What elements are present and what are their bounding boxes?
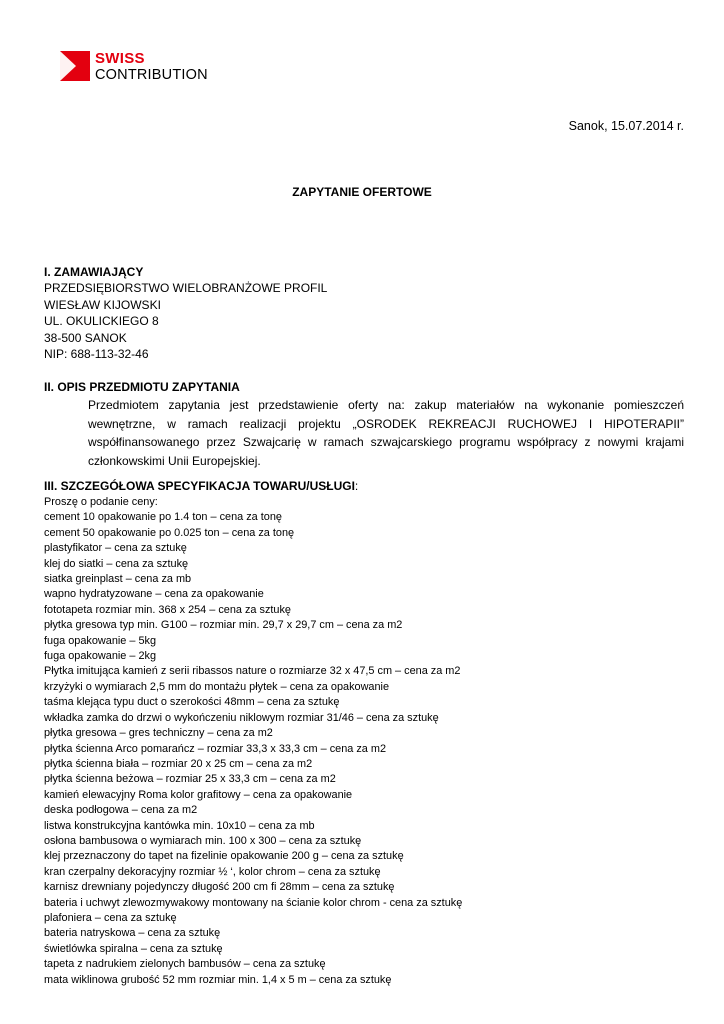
orderer-line: 38-500 SANOK xyxy=(44,330,127,345)
list-item: świetlówka spiralna – cena za sztukę xyxy=(44,942,223,955)
list-item: płytka ścienna beżowa – rozmiar 25 x 33,3 cm – cena za m2 xyxy=(44,773,336,786)
list-item: listwa konstrukcyjna kantówka min. 10x10 – cena za mb xyxy=(44,819,315,832)
specification-heading-colon: : xyxy=(354,479,359,493)
list-item: tapeta z nadrukiem zielonych bambusów – cena za sztukę xyxy=(44,958,326,971)
list-item: fuga opakowanie – 5kg xyxy=(44,634,157,647)
specification-heading-text: III. SZCZEGÓŁOWA SPECYFIKACJA TOWARU/USŁUGI xyxy=(44,479,355,493)
list-item: płytka gresowa – gres techniczny – cena za m2 xyxy=(44,727,273,740)
section-orderer-heading: I. ZAMAWIAJĄCY xyxy=(44,265,144,279)
orderer-line: WIESŁAW KIJOWSKI xyxy=(44,297,161,312)
specification-list xyxy=(44,495,684,988)
list-item: płytka ścienna biała – rozmiar 20 x 25 cm – cena za m2 xyxy=(44,757,313,770)
section-specification-heading xyxy=(44,478,684,495)
section-orderer xyxy=(44,264,327,363)
section-description xyxy=(44,379,684,470)
list-item: cement 10 opakowanie po 1.4 ton – cena za tonę xyxy=(44,511,282,524)
list-item: mata wiklinowa grubość 52 mm rozmiar min. 1,4 x 5 m – cena za sztukę xyxy=(44,973,392,986)
document-date: Sanok, 15.07.2014 r. xyxy=(568,119,684,133)
list-item: karnisz drewniany pojedynczy długość 200 cm fi 28mm – cena za sztukę xyxy=(44,881,395,894)
list-item: taśma klejąca typu duct o szerokości 48mm – cena za sztukę xyxy=(44,696,340,709)
orderer-line: PRZEDSIĘBIORSTWO WIELOBRANŻOWE PROFIL xyxy=(44,281,328,295)
list-item: siatka greinplast – cena za mb xyxy=(44,573,192,586)
list-item: fototapeta rozmiar min. 368 x 254 – cena za sztukę xyxy=(44,603,291,616)
list-item: płytka gresowa typ min. G100 – rozmiar min. 29,7 x 29,7 cm – cena za m2 xyxy=(44,619,403,632)
list-item: plafoniera – cena za sztukę xyxy=(44,911,177,924)
list-item: osłona bambusowa o wymiarach min. 100 x 300 – cena za sztukę xyxy=(44,834,362,847)
section-specification xyxy=(44,478,684,988)
list-item: kran czerpalny dekoracyjny rozmiar ½ ‘, kolor chrom – cena za sztukę xyxy=(44,865,381,878)
logo-line2: CONTRIBUTION xyxy=(95,67,208,83)
list-item: Płytka imitująca kamień z serii ribassos nature o rozmiarze 32 x 47,5 cm – cena za m2 xyxy=(44,665,461,678)
orderer-line: NIP: 688-113-32-46 xyxy=(44,347,149,362)
list-item: klej do siatki – cena za sztukę xyxy=(44,557,189,570)
list-item: bateria natryskowa – cena za sztukę xyxy=(44,927,221,940)
list-item: wapno hydratyzowane – cena za opakowanie xyxy=(44,588,264,601)
section-description-heading: II. OPIS PRZEDMIOTU ZAPYTANIA xyxy=(44,380,240,394)
orderer-line: UL. OKULICKIEGO 8 xyxy=(44,314,159,329)
list-item: wkładka zamka do drzwi o wykończeniu niklowym rozmiar 31/46 – cena za sztukę xyxy=(44,711,439,724)
logo-text xyxy=(95,51,208,83)
list-item: fuga opakowanie – 2kg xyxy=(44,650,157,663)
list-item: cement 50 opakowanie po 0.025 ton – cena za tonę xyxy=(44,526,295,539)
list-item: plastyfikator – cena za sztukę xyxy=(44,542,187,555)
list-item: płytka ścienna Arco pomarańcz – rozmiar 33,3 x 33,3 cm – cena za m2 xyxy=(44,742,387,755)
list-item: krzyżyki o wymiarach 2,5 mm do montażu płytek – cena za opakowanie xyxy=(44,680,390,693)
list-item: deska podłogowa – cena za m2 xyxy=(44,804,198,817)
swiss-logo-icon xyxy=(60,51,90,81)
logo-line1: SWISS xyxy=(95,50,145,67)
description-paragraph: Przedmiotem zapytania jest przedstawienie oferty na: zakup materiałów na wykonanie pomieszczeń wewnętrzne, w ramach realizacji projektu „OSRODEK REKREACJI RUCHOWEJ I HIPOTERAPII” współfinansowanego przez Szwajcarię w ramach szwajcarskiego programu współpracy z nowymi krajami członkowskimi Unii Europejskiej. xyxy=(88,398,684,468)
list-item: Proszę o podanie ceny: xyxy=(44,496,158,508)
document-title: ZAPYTANIE OFERTOWE xyxy=(292,185,432,199)
list-item: klej przeznaczony do tapet na fizelinie opakowanie 200 g – cena za sztukę xyxy=(44,850,404,863)
swiss-contribution-logo xyxy=(60,51,208,83)
list-item: bateria i uchwyt zlewozmywakowy montowany na ścianie kolor chrom - cena za sztukę xyxy=(44,896,463,909)
list-item: kamień elewacyjny Roma kolor grafitowy – cena za opakowanie xyxy=(44,788,353,801)
